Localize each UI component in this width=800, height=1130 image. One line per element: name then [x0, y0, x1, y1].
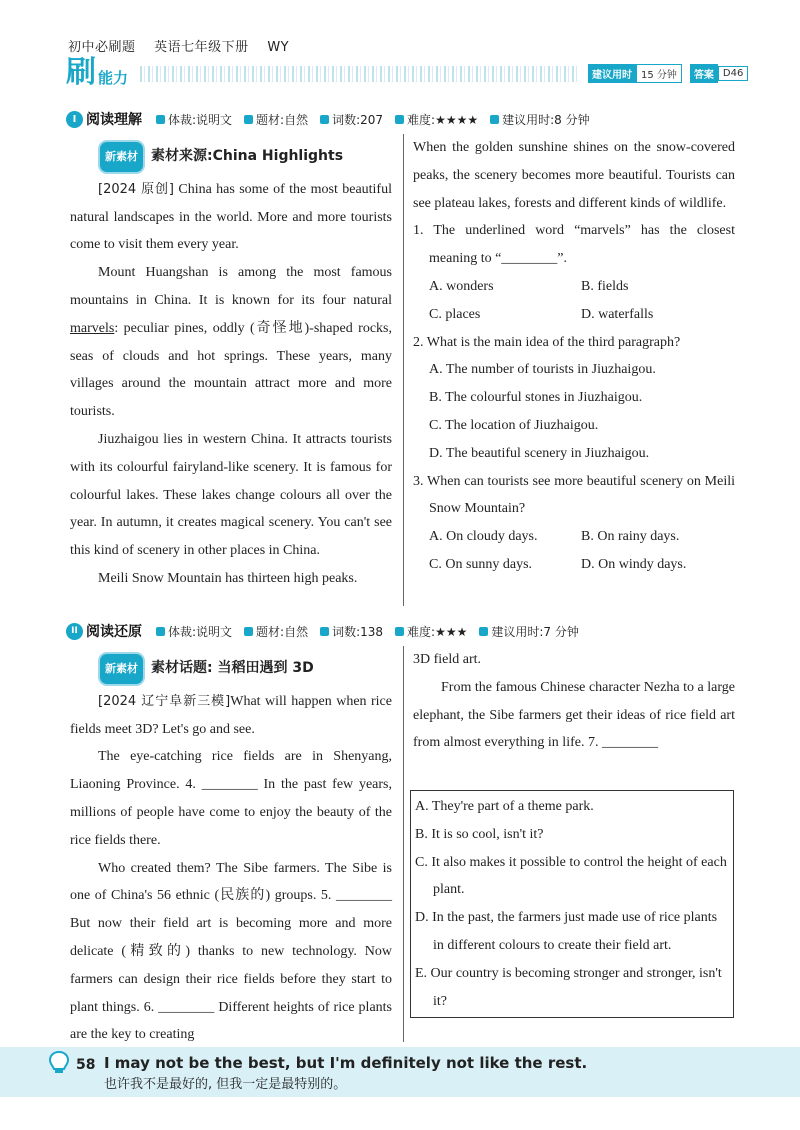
- column-divider: [403, 134, 404, 606]
- option: C. The location of Jiuzhaigou.: [429, 417, 599, 433]
- underlined-word: marvels: [70, 320, 115, 336]
- section1-source: [98, 140, 392, 174]
- new-material-badge: 新素材: [98, 140, 145, 174]
- decorative-strip: [140, 66, 580, 82]
- column-divider: [403, 646, 404, 1042]
- section2-words: 词数:138: [320, 623, 383, 640]
- option-c: C. It also makes it possible to control the height of each plant.: [415, 854, 727, 898]
- source-text: 素材话题: 当稻田遇到 3D: [151, 660, 314, 676]
- section2-number: II: [66, 623, 83, 640]
- option: A. The number of tourists in Jiuzhaigou.: [429, 362, 656, 378]
- time-label: 建议用时: [588, 64, 636, 83]
- option-a: A. They're part of a theme park.: [415, 799, 594, 814]
- section1-words: 词数:207: [320, 111, 383, 128]
- book-icon: [156, 627, 165, 636]
- paragraph: Meili Snow Mountain has thirteen high peaks.: [98, 570, 358, 586]
- option: D. The beautiful scenery in Jiuzhaigou.: [429, 445, 650, 461]
- section1-topic: 题材:自然: [244, 111, 308, 128]
- section2-left-column: [70, 652, 392, 1049]
- chart-icon: [395, 115, 404, 124]
- paragraph-continued: 3D field art.: [413, 652, 482, 667]
- section1-time: 建议用时:8 分钟: [490, 111, 590, 128]
- option-e: E. Our country is becoming stronger and stronger, isn't it?: [415, 965, 722, 1009]
- option-b: B. It is so cool, isn't it?: [415, 826, 544, 842]
- lightbulb-icon: [48, 1050, 70, 1076]
- section1-header: [66, 108, 734, 130]
- book-meta: [68, 36, 303, 55]
- source-text: 素材来源:China Highlights: [151, 148, 344, 164]
- section1-genre: 体裁:说明文: [156, 111, 232, 128]
- paragraph: The eye-catching rice fields are in Shenyang, Liaoning Province. 4. ________ In the past few years, millions of people have come to enjoy the beauty of the rice fields there.: [70, 749, 392, 848]
- section2-time: 建议用时:7 分钟: [479, 623, 579, 640]
- section2-header: [66, 620, 734, 642]
- question-1-options: C. places D. waterfalls: [429, 306, 654, 322]
- paragraph: Who created them? The Sibe farmers. The Sibe is one of China's 56 ethnic (民族的) groups. 5. ________ But now their field art is becoming more and more delicate (精致的) thanks to new technology. Now farmers can design their rice fields before they start to plant things. 6. ________ Different heights of rice plants are the key to creating: [70, 860, 392, 1043]
- option-d: D. In the past, the farmers just made use of rice plants in different colours to create their field art.: [415, 910, 718, 953]
- footer-quote-en: I may not be the best, but I'm definitely not like the rest.: [104, 1054, 588, 1072]
- new-material-badge: 新素材: [98, 652, 145, 686]
- section1-left-column: [70, 140, 392, 593]
- footer-quote-cn: 也许我不是最好的, 但我一定是最特别的。: [104, 1077, 347, 1092]
- brand-big-char: 刷: [66, 55, 96, 90]
- paragraph: Jiuzhaigou lies in western China. It attracts tourists with its colourful fairyland-like scenery. It is famous for colourful lakes. These lakes change colours all over the year. In autumn, it creates magical scenery. You can't see this kind of scenery in other places in China.: [70, 431, 392, 559]
- pen-icon: [244, 627, 253, 636]
- series-title: 初中必刷题: [68, 40, 136, 55]
- section2-difficulty: 难度:★★★: [395, 623, 467, 640]
- subject-title: 英语七年级下册: [154, 40, 249, 55]
- time-answer-box: [588, 64, 748, 83]
- section2-title: 阅读还原: [86, 624, 142, 640]
- paragraph: [2024 辽宁阜新三模]What will happen when rice fields meet 3D? Let's go and see.: [70, 693, 392, 737]
- brand-small-text: 能力: [98, 68, 129, 87]
- section2-topic: 题材:自然: [244, 623, 308, 640]
- pen-icon: [244, 115, 253, 124]
- section1-right-column: [413, 134, 735, 579]
- section1-title: 阅读理解: [86, 112, 142, 128]
- brand-logo: [66, 55, 129, 90]
- answer-value: D46: [718, 66, 748, 81]
- paragraph: Mount Huangshan is among the most famous mountains in China. It is known for its four natural marvels: peculiar pines, oddly (奇怪地)-shaped rocks, seas of clouds and hot springs. These years, many villages around the mountain attract more and more tourists.: [70, 265, 392, 420]
- question-3-options: C. On sunny days. D. On windy days.: [429, 556, 687, 572]
- source-tag: [2024 原创]: [98, 181, 174, 197]
- source-tag: [2024 辽宁阜新三模]: [98, 693, 231, 709]
- question-1-options: A. wonders B. fields: [429, 278, 629, 294]
- question-3: 3. When can tourists see more beautiful scenery on Meili Snow Mountain?: [413, 473, 735, 517]
- book-icon: [156, 115, 165, 124]
- section1-number: I: [66, 111, 83, 128]
- answer-label: 答案: [690, 64, 718, 83]
- chart-icon: [395, 627, 404, 636]
- section2-genre: 体裁:说明文: [156, 623, 232, 640]
- option: B. The colourful stones in Jiuzhaigou.: [429, 390, 643, 406]
- clock-icon: [490, 115, 499, 124]
- paragraph: [2024 原创] China has some of the most beautiful natural landscapes in the world. More and more tourists come to visit them every year.: [70, 181, 392, 253]
- page-number: 58: [76, 1057, 96, 1073]
- question-1: 1. The underlined word “marvels” has the closest meaning to “________”.: [413, 223, 735, 267]
- section2-right-column: [413, 646, 735, 757]
- count-icon: [320, 627, 329, 636]
- section2-source: [98, 652, 392, 686]
- question-2: 2. What is the main idea of the third paragraph?: [413, 334, 681, 350]
- paragraph-continued: When the golden sunshine shines on the snow-covered peaks, the scenery becomes more beautiful. Tourists can see plateau lakes, forests and different kinds of wildlife.: [413, 140, 735, 211]
- question-3-options: A. On cloudy days. B. On rainy days.: [429, 529, 680, 545]
- paragraph: From the famous Chinese character Nezha to a large elephant, the Sibe farmers get their ideas of rice field art from almost everything in life. 7. ________: [413, 679, 735, 751]
- edition-label: WY: [267, 40, 290, 55]
- clock-icon: [479, 627, 488, 636]
- section1-difficulty: 难度:★★★★: [395, 111, 478, 128]
- count-icon: [320, 115, 329, 124]
- time-value: 15 分钟: [636, 64, 682, 83]
- options-box: [410, 790, 734, 1018]
